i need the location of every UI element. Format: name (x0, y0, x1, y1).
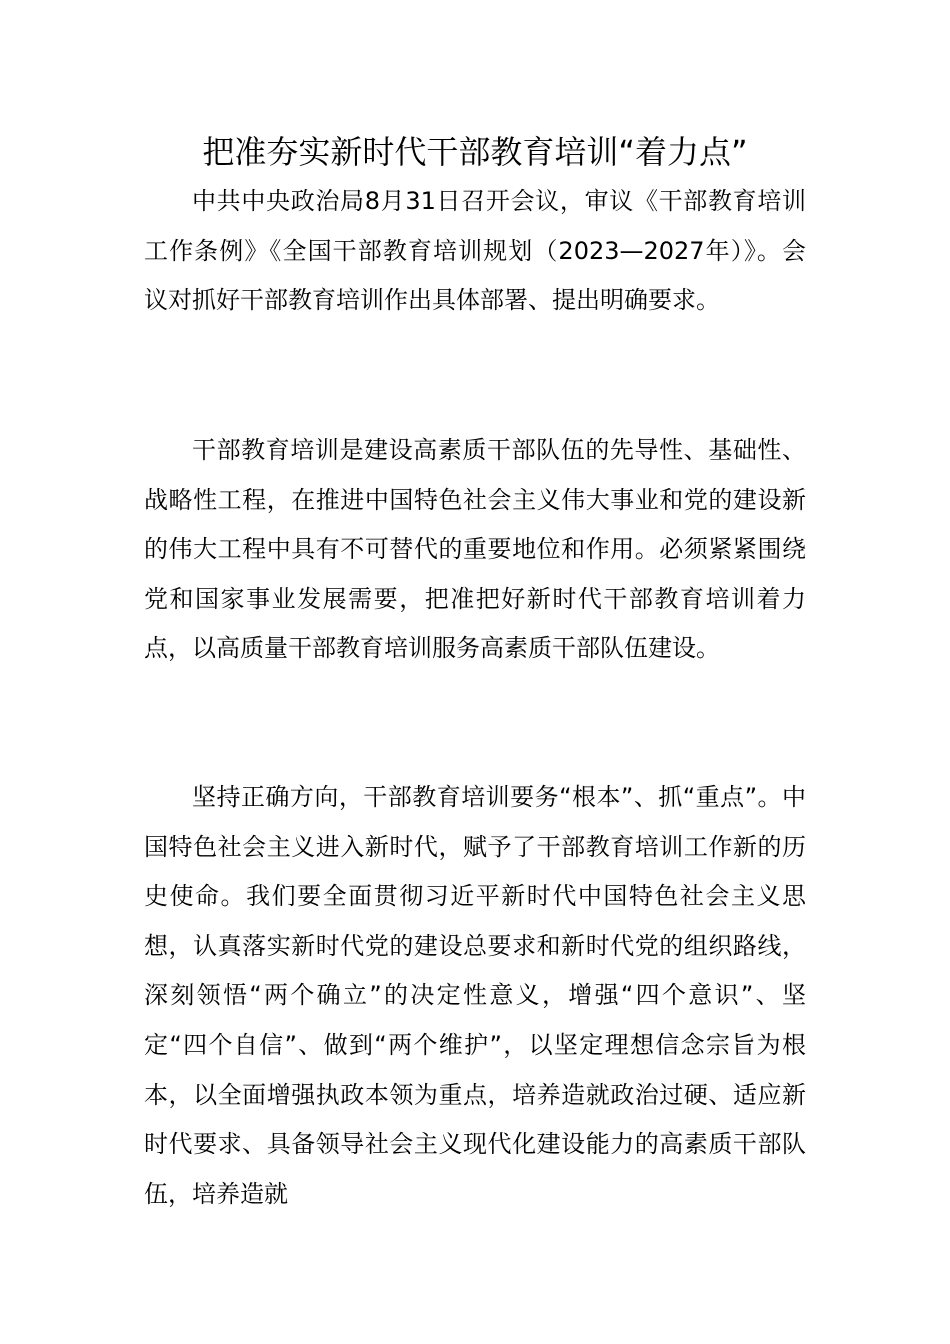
paragraph-intro: 中共中央政治局8月31日召开会议，审议《干部教育培训工作条例》《全国干部教育培训规划（2023—2027年）》。会议对抓好干部教育培训作出具体部署、提出明确要求。 (144, 187, 806, 315)
paragraph-importance: 干部教育培训是建设高素质干部队伍的先导性、基础性、战略性工程，在推进中国特色社会主义伟大事业和党的建设新的伟大工程中具有不可替代的重要地位和作用。必须紧紧围绕党和国家事业发展需要，把准把好新时代干部教育培训着力点，以高质量干部教育培训服务高素质干部队伍建设。 (144, 436, 806, 663)
paragraph-direction: 坚持正确方向，干部教育培训要务“根本”、抓“重点”。中国特色社会主义进入新时代，赋予了干部教育培训工作新的历史使命。我们要全面贯彻习近平新时代中国特色社会主义思想，认真落实新时代党的建设总要求和新时代党的组织路线，深刻领悟“两个确立”的决定性意义，增强“四个意识”、坚定“四个自信”、做到“两个维护”，以坚定理想信念宗旨为根本，以全面增强执政本领为重点，培养造就政治过硬、适应新时代要求、具备领导社会主义现代化建设能力的高素质干部队伍，培养造就 (144, 783, 806, 1208)
document-title: 把准夯实新时代干部教育培训“着力点” (202, 133, 748, 171)
